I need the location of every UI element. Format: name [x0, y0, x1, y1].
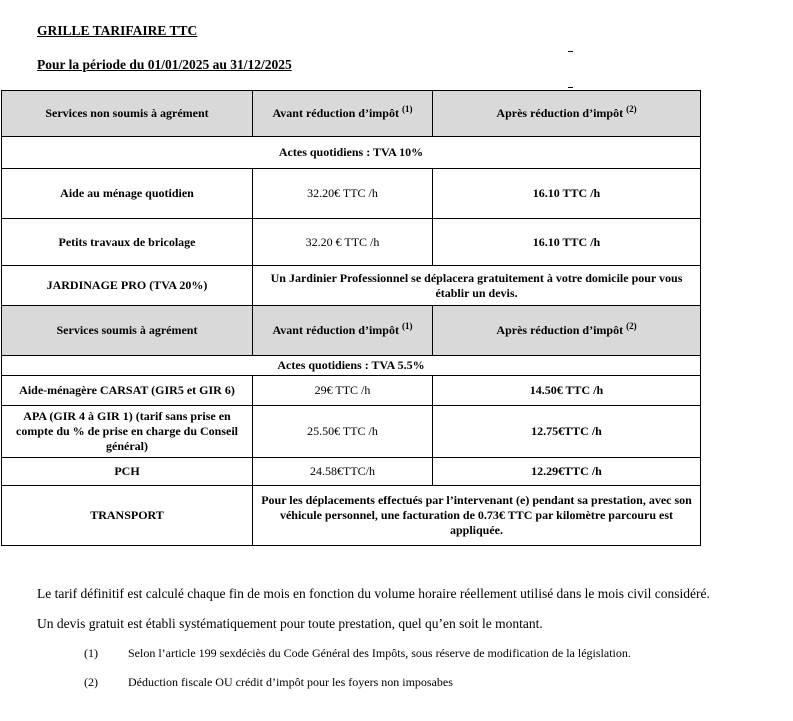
price-before: 25.50€ TTC /h: [253, 406, 433, 458]
service-name: Aide au ménage quotidien: [2, 169, 253, 219]
price-after: 16.10 TTC /h: [433, 169, 701, 219]
footnote-text: Selon l’article 199 sexdéciès du Code Général des Impôts, sous réserve de modification de la législation.: [128, 646, 631, 660]
footnote-ref-1: (1): [401, 104, 413, 114]
footnote-ref-2: (2): [626, 321, 637, 331]
footnote-number: (1): [84, 646, 98, 660]
service-name: PCH: [2, 458, 253, 486]
header-before-tax: Avant réduction d’impôt $^{(1)}$: [253, 306, 433, 356]
section-label-vat-5-5: Actes quotidiens : TVA 5.5%: [2, 356, 701, 376]
table-row: [2, 169, 701, 219]
footnote-ref-2: (2): [626, 104, 637, 114]
footnote-ref-1: (1): [401, 321, 413, 331]
tariff-table: [1, 90, 701, 546]
header-row-non-agreed: [2, 91, 701, 137]
price-after: 12.75€TTC /h: [433, 406, 701, 458]
footnote-number: (2): [84, 675, 98, 689]
price-before: 29€ TTC /h: [253, 376, 433, 406]
section-row-vat-5-5: [2, 356, 701, 376]
section-label-vat-10: Actes quotidiens : TVA 10%: [2, 137, 701, 169]
header-row-agreed: [2, 306, 701, 356]
service-name: Petits travaux de bricolage: [2, 219, 253, 266]
footnote-text: Déduction fiscale OU crédit d’impôt pour les foyers non imposabes: [128, 675, 453, 689]
paragraph-free-quote: Un devis gratuit est établi systématiquement pour toute prestation, quel qu’en soit le montant.: [37, 616, 543, 631]
transport-text: Pour les déplacements effectués par l’intervenant (e) pendant sa prestation, avec son véhicule personnel, une facturation de 0.73€ TTC par kilomètre parcouru est appliquée.: [253, 486, 701, 546]
price-after: 12.29€TTC /h: [433, 458, 701, 486]
service-name: APA (GIR 4 à GIR 1) (tarif sans prise en compte du % de prise en charge du Conseil général): [2, 406, 253, 458]
header-service-agreed: Services soumis à agrément: [2, 306, 253, 356]
stray-mark: [568, 51, 573, 52]
price-after: 14.50€ TTC /h: [433, 376, 701, 406]
jardinage-label: JARDINAGE PRO (TVA 20%): [2, 266, 253, 306]
jardinage-row: [2, 266, 701, 306]
price-after: 16.10 TTC /h: [433, 219, 701, 266]
price-before: 24.58€TTC/h: [253, 458, 433, 486]
header-after-tax: Après réduction d’impôt $^{(2)}$: [433, 91, 701, 137]
table-row: [2, 219, 701, 266]
table-row: [2, 458, 701, 486]
table-row: [2, 376, 701, 406]
price-before: 32.20€ TTC /h: [253, 169, 433, 219]
transport-row: [2, 486, 701, 546]
service-name: Aide-ménagère CARSAT (GIR5 et GIR 6): [2, 376, 253, 406]
section-row-vat-10: [2, 137, 701, 169]
table-row: [2, 406, 701, 458]
header-service-non-agreed: Services non soumis à agrément: [2, 91, 253, 137]
jardinage-text: Un Jardinier Professionnel se déplacera gratuitement à votre domicile pour vous établir un devis.: [253, 266, 701, 306]
header-after-tax: Après réduction d’impôt $^{(2)}$: [433, 306, 701, 356]
paragraph-final-rate: Le tarif définitif est calculé chaque fin de mois en fonction du volume horaire réellement utilisé dans le mois civil considéré.: [37, 586, 710, 601]
document-title: GRILLE TARIFAIRE TTC: [37, 23, 198, 38]
price-before: 32.20 € TTC /h: [253, 219, 433, 266]
transport-label: TRANSPORT: [2, 486, 253, 546]
header-before-tax: Avant réduction d’impôt $^{(1)}$: [253, 91, 433, 137]
period-subtitle: Pour la période du 01/01/2025 au 31/12/2025: [37, 57, 292, 72]
stray-mark: [568, 87, 573, 88]
